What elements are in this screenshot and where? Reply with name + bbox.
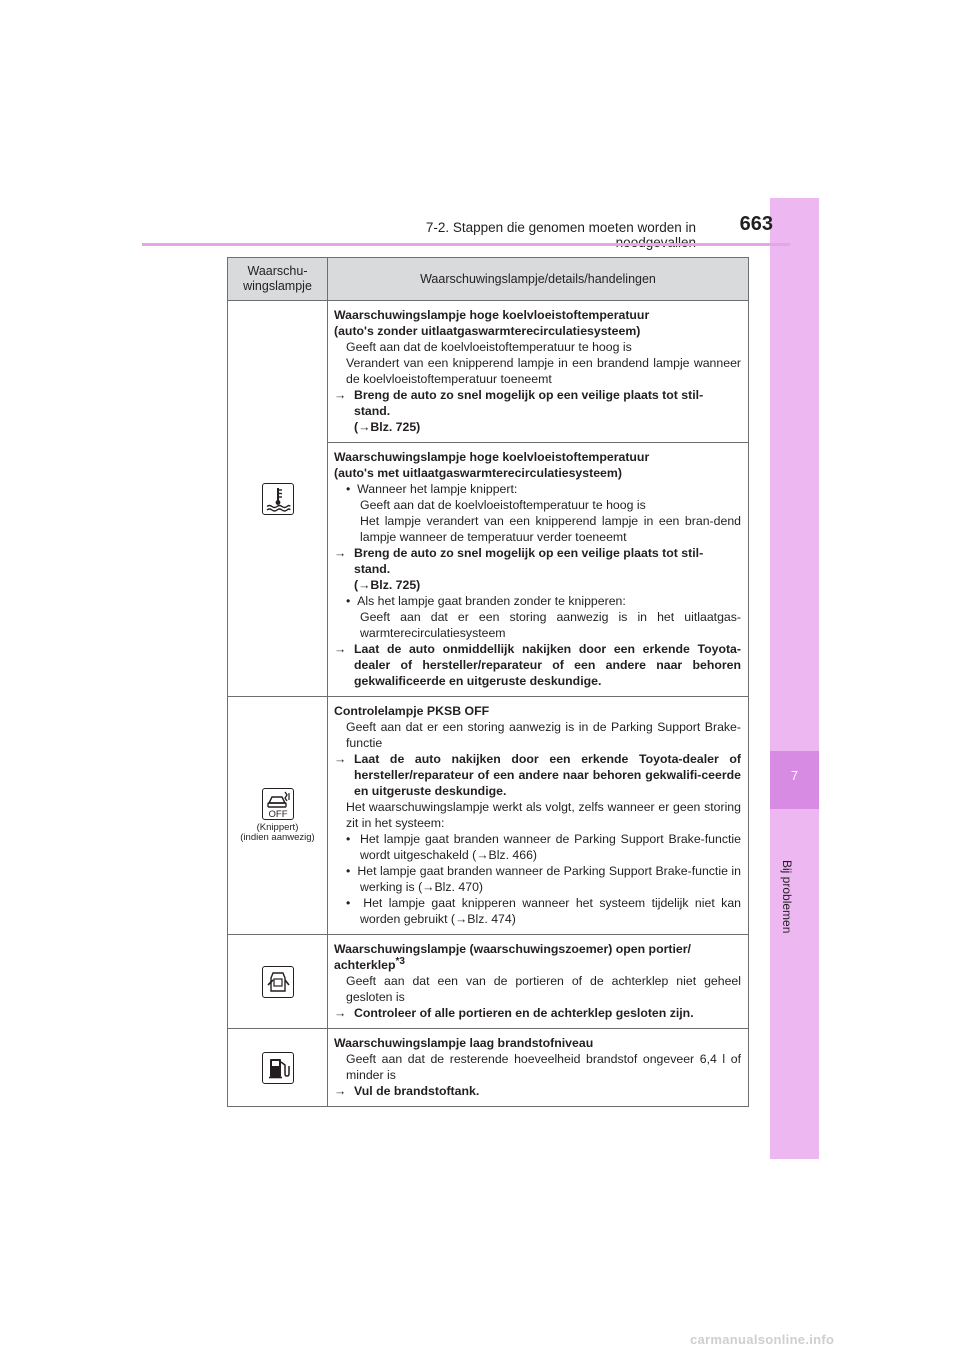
table-row — [228, 697, 749, 935]
pksb-off-icon — [262, 788, 294, 820]
watermark: carmanualsonline.info — [690, 1332, 835, 1347]
table-row — [228, 935, 749, 1029]
coolant-temperature-icon — [262, 483, 294, 515]
icon-cell — [228, 935, 328, 1029]
description-cell: Waarschuwingslampje (waarschuwingszoemer) open portier/ achterklep$^{*3}$ Geeft aan dat een van de portieren of de achterklep niet geheel gesloten is → Controleer of alle portieren en de achterklep gesloten zijn. — [328, 935, 749, 1029]
description-cell: Waarschuwingslampje hoge koelvloeistoftemperatuur (auto's zonder uitlaatgaswarmterecirculatiesysteem) Geeft aan dat de koelvloeistoftemperatuur te hoog is Verandert van een knipperend lampje in een brandend lampje wanneer de koelvloeistoftemperatuur toeneemt → Breng de auto zo snel mogelijk op een veilige plaats tot stil- stand. (→Blz. 725) — [328, 301, 749, 443]
page-number: 663 — [739, 213, 773, 235]
section-title: 7-2. Stappen die genomen moeten worden in — [425, 220, 696, 235]
icon-cell — [228, 697, 328, 935]
icon-caption: (Knippert) — [256, 822, 299, 833]
icon-cell — [228, 301, 328, 697]
chapter-number: 7 — [790, 768, 799, 783]
description-cell: Controlelampje PKSB OFF Geeft aan dat er een storing aanwezig is in de Parking Support Brake-functie → Laat de auto nakijken door een erkende Toyota-dealer of hersteller/reparateur of een andere naar behoren gekwalifi-ceerde en uitgeruste deskundige. Het waarschuwingslampje werkt als volgt, zelfs wanneer er geen storing zit in het systeem: • Het lampje gaat branden wanneer de Parking Support Brake-functie wordt uitgeschakeld (→Blz. 466) • Het lampje gaat branden wanneer de Parking Support Brake-functie in werking is (→Blz. 470) • Het lampje gaat knipperen wanneer het systeem tijdelijk niet kan worden gebruikt (→Blz. 474) — [328, 697, 749, 935]
svg-text:OFF: OFF — [268, 809, 287, 819]
open-door-icon — [262, 966, 294, 998]
chapter-side-tab — [770, 198, 819, 1159]
table-row — [228, 301, 749, 443]
description-cell: Waarschuwingslampje hoge koelvloeistoftemperatuur (auto's met uitlaatgaswarmterecirculatiesysteem) • Wanneer het lampje knippert: Geeft aan dat de koelvloeistoftemperatuur te hoog is Het lampje verandert van een knipperend lampje in een bran-dend lampje wanneer de temperatuur verder toeneemt → Breng de auto zo snel mogelijk op een veilige plaats tot stil- stand. (→Blz. 725) • Als het lampje gaat branden zonder te knipperen: Geeft aan dat er een storing aanwezig is in het uitlaatgas-warmterecirculatiesysteem → Laat de auto onmiddellijk nakijken door een erkende Toyota-dealer of hersteller/reparateur of een andere naar behoren gekwalificeerde en uitgeruste deskundige. — [328, 443, 749, 697]
col-header-details: Waarschuwingslampje/details/handelingen — [328, 258, 749, 301]
table-row — [228, 1029, 749, 1107]
icon-caption: (indien aanwezig) — [240, 832, 315, 843]
warning-light-table — [227, 257, 749, 1107]
table-header-row — [228, 258, 749, 301]
chapter-title: Bij problemen — [780, 860, 794, 934]
header-rule — [142, 243, 790, 246]
col-header-light: Waarschu- wingslampje — [228, 258, 328, 301]
description-cell: Waarschuwingslampje laag brandstofniveau Geeft aan dat de resterende hoeveelheid brandstof ongeveer 6,4 l of minder is → Vul de brandstoftank. — [328, 1029, 749, 1107]
icon-cell — [228, 1029, 328, 1107]
fuel-pump-icon — [262, 1052, 294, 1084]
